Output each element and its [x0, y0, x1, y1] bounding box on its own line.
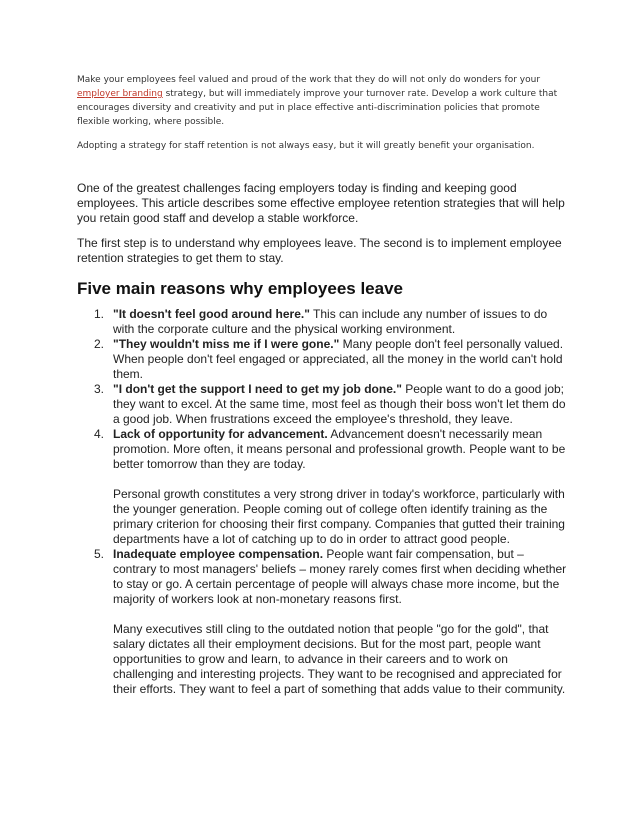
- intro-closing-paragraph: Adopting a strategy for staff retention is not always easy, but it will greatly benefit your organisation.: [77, 141, 535, 151]
- reason-extra-paragraph: Personal growth constitutes a very strong driver in today's workforce, particularly with the younger generation. People coming out of college often identify training as the primary criterion for choosing their first company. Companies that gutted their training departments have a lot of catching up to do in order to attract good people.: [113, 487, 565, 546]
- reason-text: Many people don't feel personally valued. When people don't feel engaged or appreciated, all the money in the world can't hold them.: [113, 337, 564, 381]
- intro-section: [77, 73, 567, 153]
- article-paragraph-1: One of the greatest challenges facing employers today is finding and keeping good employees. This article describes some effective employee retention strategies that will help you retain good staff and develop a stable workforce.: [77, 181, 565, 225]
- intro-paragraph: [77, 73, 567, 129]
- reason-number: 2.: [94, 337, 105, 351]
- reason-title: "I don't get the support I need to get my job done.": [113, 382, 402, 396]
- reason-title: Lack of opportunity for advancement.: [113, 427, 328, 441]
- reason-item-3: [77, 382, 567, 427]
- reason-title: "It doesn't feel good around here.": [113, 307, 310, 321]
- reason-number: 3.: [94, 382, 105, 396]
- reason-extra-paragraph: Many executives still cling to the outdated notion that people "go for the gold", that salary dictates all their employment decisions. But for the most part, people want opportunities to grow and learn, to advance in their careers and to work on challenging and interesting projects. They want to be recognised and appreciated for their efforts. They want to feel a part of something that adds value to their community.: [113, 622, 566, 696]
- reason-item-5: [77, 547, 567, 697]
- reason-number: 5.: [94, 547, 105, 561]
- section-heading: Five main reasons why employees leave: [77, 279, 403, 298]
- intro-text-before-link: Make your employees feel valued and proud of the work that they do will not only do wonders for your: [77, 75, 541, 85]
- reason-item-2: [77, 337, 567, 382]
- reason-number: 1.: [94, 307, 105, 321]
- reason-number: 4.: [94, 427, 105, 441]
- reason-text: This can include any number of issues to do with the corporate culture and the physical working environment.: [113, 307, 548, 336]
- employer-branding-link[interactable]: employer branding: [77, 89, 163, 99]
- intro-text-after-link: strategy, but will immediately improve your turnover rate. Develop a work culture that encourages diversity and creativity and put in place effective anti-discrimination policies that promote flexible working, where possible.: [77, 89, 558, 127]
- article-paragraph-2: The first step is to understand why employees leave. The second is to implement employee retention strategies to get them to stay.: [77, 236, 562, 265]
- reason-item-1: [77, 307, 567, 337]
- reason-text: People want to do a good job; they want to excel. At the same time, most feel as though their boss won't let them do a good job. When frustrations exceed the employee's threshold, they leave.: [113, 382, 566, 426]
- article-body: [77, 181, 567, 697]
- reason-item-4: [77, 427, 567, 547]
- reason-text: Advancement doesn't necessarily mean promotion. More often, it means personal and professional growth. People want to be better tomorrow than they are today.: [113, 427, 566, 471]
- reason-text: People want fair compensation, but – contrary to most managers' beliefs – money rarely comes first when deciding whether to stay or go. A certain percentage of people will always chase more income, but the majority of workers look at non-monetary reasons first.: [113, 547, 567, 606]
- reason-title: Inadequate employee compensation.: [113, 547, 324, 561]
- reasons-list: [77, 307, 567, 697]
- reason-title: "They wouldn't miss me if I were gone.": [113, 337, 340, 351]
